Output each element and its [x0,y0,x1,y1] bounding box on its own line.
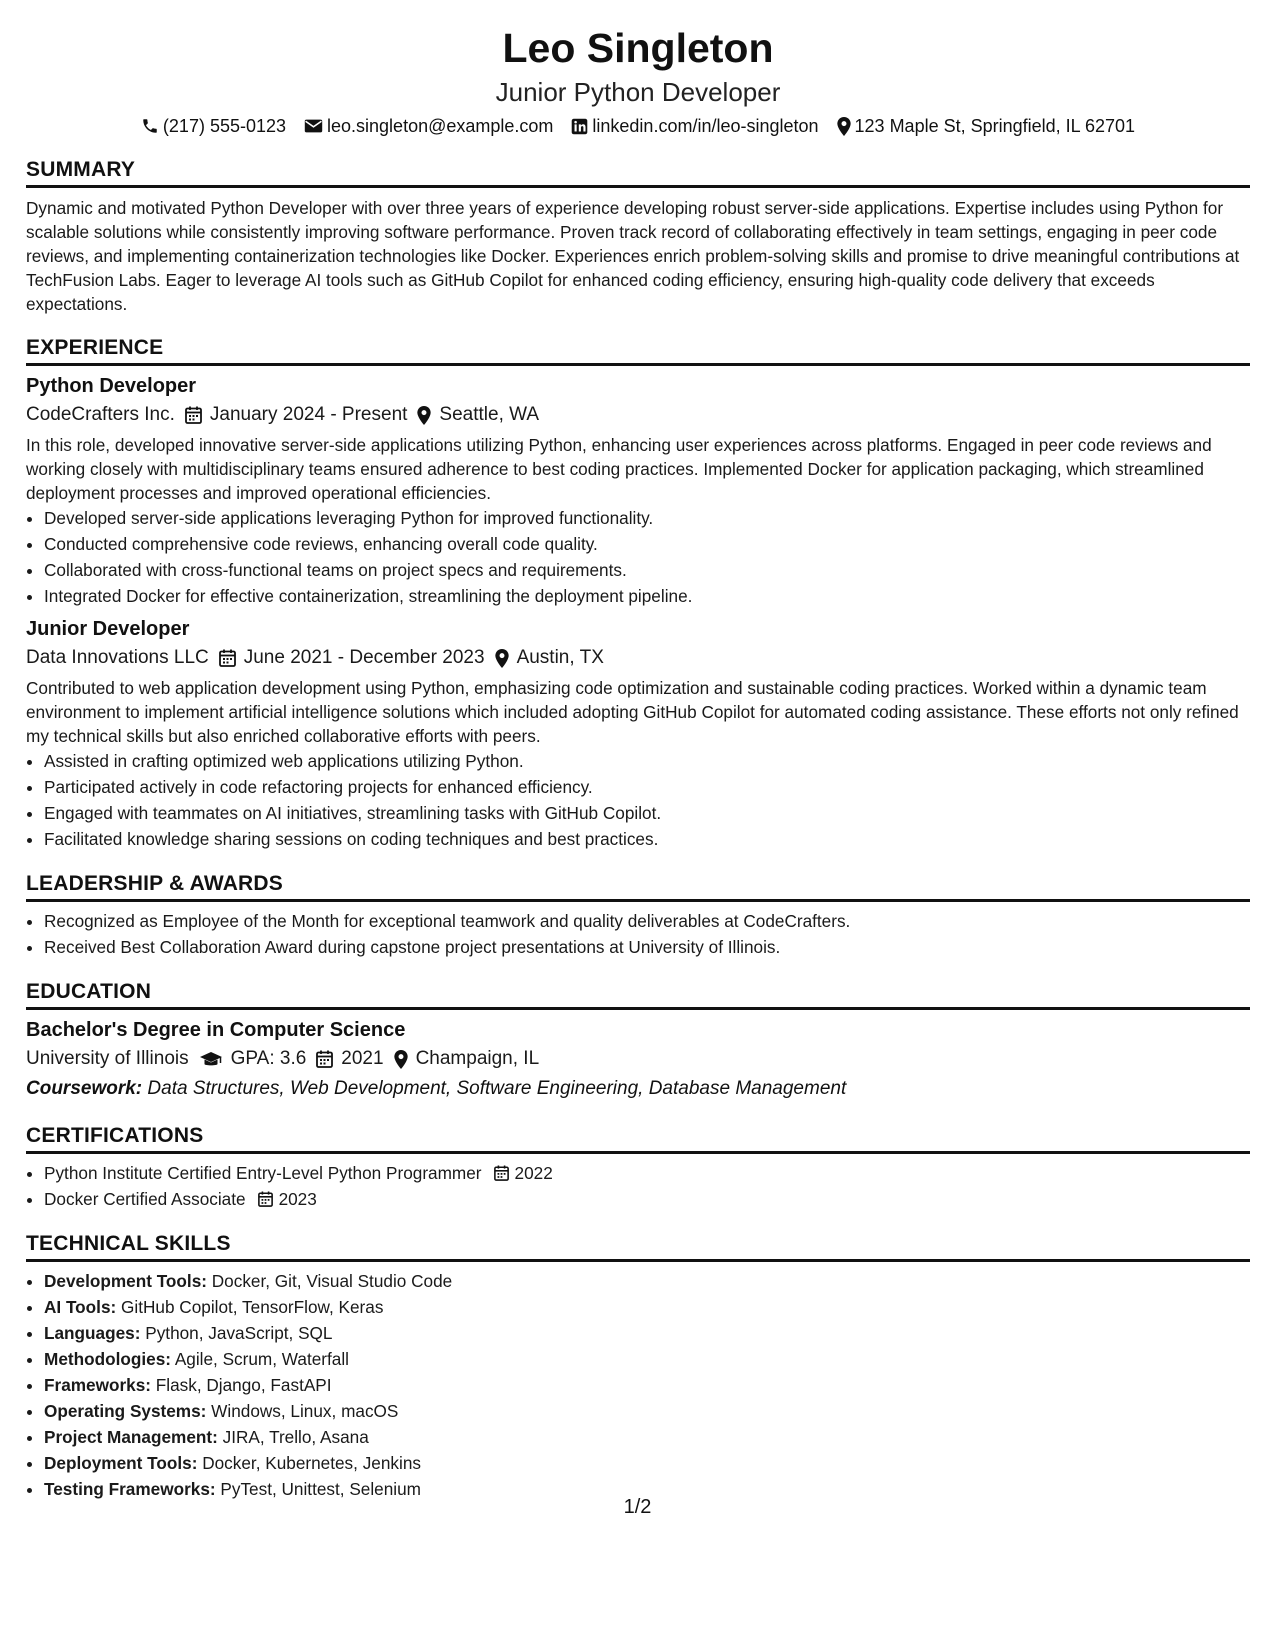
education-section [26,960,1250,1104]
experience-section [26,316,1250,852]
list-item: • Engaged with teammates on AI initiatives, streamlining tasks with GitHub Copilot. [44,800,1250,826]
calendar-icon [185,406,202,424]
leadership-section [26,852,1250,960]
job-meta [26,400,1250,430]
calendar-icon [258,1191,273,1207]
school-name: University of Illinois [26,1048,189,1069]
candidate-name: Leo Singleton [502,25,774,71]
job-title: Junior Developer [26,618,190,640]
job-dates: January 2024 - Present [209,404,408,425]
list-item: • Conducted comprehensive code reviews, enhancing overall code quality. [44,531,1250,557]
skill-label: Deployment Tools: [44,1453,198,1473]
contact-address [837,114,1136,138]
list-item [44,1268,1250,1294]
certifications-list [26,1160,1250,1212]
graduation-cap-icon [199,1051,223,1068]
candidate-role: Junior Python Developer [495,77,781,107]
job-company: Data Innovations LLC [26,647,209,668]
map-pin-icon [417,406,431,425]
skill-label: Operating Systems: [44,1401,207,1421]
cert-name: • Docker Certified Associate [44,1189,246,1209]
list-item [44,1294,1250,1320]
certifications-section [26,1104,1250,1212]
skill-label: Project Management: [44,1427,218,1447]
list-item [44,1186,1250,1212]
job-company: CodeCrafters Inc. [26,404,175,425]
job-location: Seattle, WA [439,404,540,425]
job-title: Python Developer [26,375,197,397]
envelope-icon [304,118,323,134]
skill-value: Windows, Linux, macOS [211,1401,399,1421]
contact-address-text: 123 Maple St, Springfield, IL 62701 [854,116,1136,136]
leadership-heading: LEADERSHIP & AWARDS [26,852,1250,902]
graduation-year: 2021 [341,1048,384,1069]
contact-bar [26,114,1250,138]
contact-email[interactable] [304,114,553,138]
list-item [44,1160,1250,1186]
degree-title: Bachelor's Degree in Computer Science [26,1019,406,1041]
contact-phone-text: (217) 555-0123 [162,116,287,136]
certifications-heading: CERTIFICATIONS [26,1104,1250,1154]
skill-label: Testing Frameworks: [44,1479,216,1499]
contact-email-text: leo.singleton@example.com [327,116,554,136]
list-item: • Developed server-side applications leveraging Python for improved functionality. [44,505,1250,531]
school-location: Champaign, IL [415,1048,540,1069]
skills-list [26,1268,1250,1502]
resume-page [26,20,1250,1502]
coursework-label: Coursework: [26,1078,143,1099]
leadership-list [26,908,1250,960]
job-meta [26,643,1250,673]
skill-value: Flask, Django, FastAPI [155,1375,332,1395]
map-pin-icon [394,1050,408,1069]
calendar-icon [494,1165,509,1181]
list-item: • Participated actively in code refactoring projects for enhanced efficiency. [44,774,1250,800]
job-bullets [26,748,1250,852]
skill-label: Development Tools: [44,1271,207,1291]
skill-label: Frameworks: [44,1375,151,1395]
skill-value: GitHub Copilot, TensorFlow, Keras [121,1297,384,1317]
phone-icon [141,117,159,135]
job-entry [26,615,1250,852]
list-item [44,1372,1250,1398]
skill-value: Agile, Scrum, Waterfall [174,1349,349,1369]
summary-heading: SUMMARY [26,138,1250,188]
job-bullets [26,505,1250,609]
experience-heading: EXPERIENCE [26,316,1250,366]
list-item: • Received Best Collaboration Award during capstone project presentations at University of Illinois. [44,934,1250,960]
list-item [44,1320,1250,1346]
skill-value: JIRA, Trello, Asana [222,1427,369,1447]
job-description: In this role, developed innovative server-side applications utilizing Python, enhancing user experiences across platforms. Engaged in peer code reviews and working closely with multidisciplinary teams ensured adherence to best coding practices. Implemented Docker for application packaging, which streamlined deployment processes and improved operational efficiencies. [26,435,1212,503]
job-dates: June 2021 - December 2023 [243,647,485,668]
contact-linkedin-text: linkedin.com/in/leo-singleton [592,116,819,136]
coursework-text: Data Structures, Web Development, Software Engineering, Database Management [147,1078,847,1099]
summary-section [26,138,1250,316]
gpa-text: GPA: 3.6 [230,1048,307,1069]
list-item: • Recognized as Employee of the Month for exceptional teamwork and quality deliverables at CodeCrafters. [44,908,1250,934]
skill-value: Docker, Kubernetes, Jenkins [202,1453,421,1473]
job-entry [26,372,1250,609]
skill-label: AI Tools: [44,1297,117,1317]
skill-value: Python, JavaScript, SQL [145,1323,333,1343]
cert-name: • Python Institute Certified Entry-Level Python Programmer [44,1163,482,1183]
skill-label: Methodologies: [44,1349,171,1369]
calendar-icon [219,649,236,667]
list-item: • Integrated Docker for effective containerization, streamlining the deployment pipeline. [44,583,1250,609]
calendar-icon [316,1050,333,1068]
job-location: Austin, TX [516,647,604,668]
summary-text: Dynamic and motivated Python Developer with over three years of experience developing robust server-side applications. Expertise includes using Python for scalable solutions while consistently improving software performance. Proven track record of collaborating effectively in team settings, engaging in peer code reviews, and implementing containerization technologies like Docker. Experiences enrich problem-solving skills and promise to drive meaningful contributions at TechFusion Labs. Eager to leverage AI tools such as GitHub Copilot for enhanced coding efficiency, ensuring high-quality code delivery that exceeds expectations. [26,198,1240,314]
cert-year: 2022 [514,1163,553,1183]
list-item: • Assisted in crafting optimized web applications utilizing Python. [44,748,1250,774]
list-item: • Facilitated knowledge sharing sessions on coding techniques and best practices. [44,826,1250,852]
contact-phone[interactable] [141,114,286,138]
education-meta [26,1044,1250,1074]
list-item [44,1424,1250,1450]
list-item [44,1346,1250,1372]
map-pin-icon [495,649,509,668]
list-item: • Collaborated with cross-functional teams on project specs and requirements. [44,557,1250,583]
contact-linkedin[interactable] [571,114,818,138]
skills-section [26,1212,1250,1502]
page-number: 1/2 [623,1496,652,1518]
cert-year: 2023 [278,1189,317,1209]
education-heading: EDUCATION [26,960,1250,1010]
list-item [44,1398,1250,1424]
job-description: Contributed to web application development using Python, emphasizing code optimization and sustainable coding practices. Worked within a dynamic team environment to implement artificial intelligence solutions which included adopting GitHub Copilot for automated coding assistance. These efforts not only refined my technical skills but also enriched collaborative efforts with peers. [26,678,1239,746]
skill-value: Docker, Git, Visual Studio Code [211,1271,453,1291]
linkedin-icon [571,118,588,135]
skills-heading: TECHNICAL SKILLS [26,1212,1250,1262]
coursework [26,1074,1250,1104]
map-pin-icon [837,117,851,136]
skill-value: PyTest, Unittest, Selenium [220,1479,421,1499]
list-item [44,1450,1250,1476]
skill-label: Languages: [44,1323,141,1343]
